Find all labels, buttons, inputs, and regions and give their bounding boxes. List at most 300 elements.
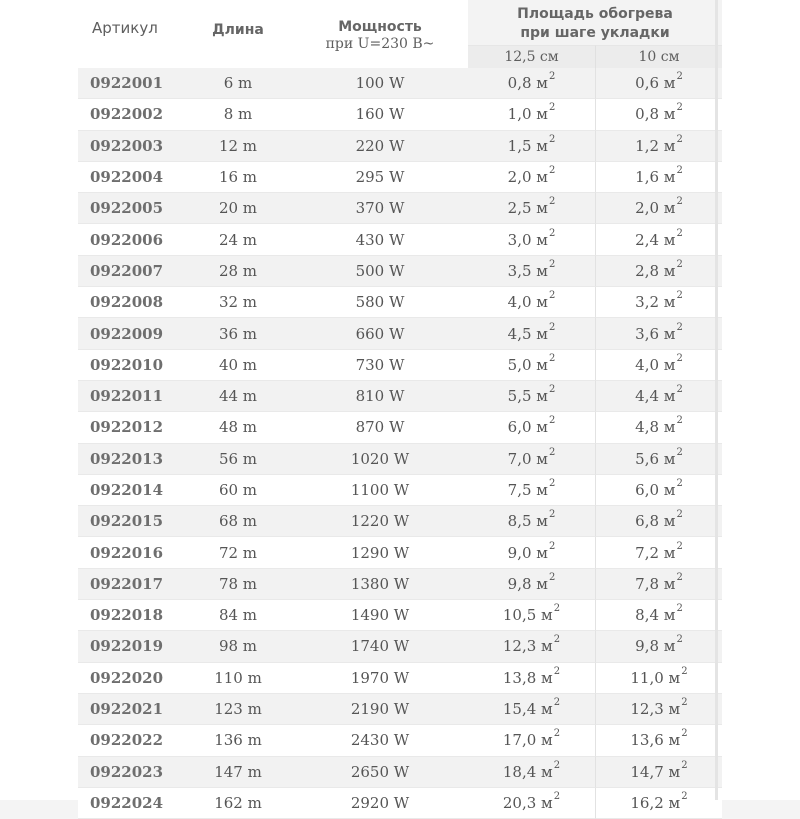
cell-area-12-5-value: 3,0 м <box>507 230 548 249</box>
cell-length-value: 16 m <box>218 168 258 187</box>
cell-area-10-value: 3,2 м <box>635 293 676 312</box>
cell-power-value: 1490 W <box>350 606 410 625</box>
cell-article-value: 0922022 <box>90 731 164 750</box>
cell-area-10 <box>596 287 722 318</box>
cell-article-value: 0922020 <box>90 668 164 687</box>
cell-article <box>78 537 184 568</box>
table-row <box>78 757 722 788</box>
cell-area-10-value: 7,8 м <box>635 574 676 593</box>
cell-length <box>184 256 292 287</box>
square-unit-superscript: 2 <box>548 227 556 239</box>
cell-area-12-5 <box>468 444 596 475</box>
cell-power-value: 2190 W <box>350 700 410 719</box>
cell-length <box>184 725 292 756</box>
cell-length <box>184 506 292 537</box>
cell-article <box>78 788 184 819</box>
cell-area-10-value: 16,2 м <box>630 793 681 812</box>
cell-length-value: 147 m <box>214 762 262 781</box>
cell-area-10 <box>596 381 722 412</box>
cell-article <box>78 444 184 475</box>
cell-power <box>292 600 468 631</box>
square-unit-superscript: 2 <box>676 540 683 552</box>
cell-article <box>78 381 184 412</box>
cell-area-10 <box>596 600 722 631</box>
cell-article <box>78 725 184 756</box>
cell-length-value: 8 m <box>223 105 253 124</box>
cell-area-12-5 <box>468 287 596 318</box>
cell-area-12-5-value: 10,5 м <box>502 606 553 625</box>
cell-area-10-value: 1,2 м <box>635 136 676 155</box>
cell-length <box>184 788 292 819</box>
cell-article-value: 0922023 <box>90 762 164 781</box>
table-row <box>78 131 722 162</box>
square-unit-superscript: 2 <box>548 102 556 114</box>
cell-area-10 <box>596 631 722 662</box>
header-length: Длина <box>184 0 292 68</box>
header-article: Артикул <box>78 0 184 68</box>
cell-power-value: 1970 W <box>350 668 410 687</box>
square-unit-superscript: 2 <box>548 71 556 83</box>
square-unit-superscript: 2 <box>676 384 683 396</box>
square-unit-superscript: 2 <box>676 446 683 458</box>
square-unit-superscript: 2 <box>681 728 688 740</box>
cell-length <box>184 318 292 349</box>
table-row <box>78 99 722 130</box>
cell-area-12-5-value: 18,4 м <box>502 762 553 781</box>
table-row <box>78 631 722 662</box>
square-unit-superscript: 2 <box>548 196 556 208</box>
cell-article-value: 0922007 <box>90 261 164 280</box>
cell-area-10 <box>596 569 722 600</box>
cell-area-10-value: 0,6 м <box>635 74 676 93</box>
cell-area-12-5-value: 1,5 м <box>507 136 548 155</box>
cell-article-value: 0922010 <box>90 355 164 374</box>
square-unit-superscript: 2 <box>548 165 556 177</box>
cell-article <box>78 318 184 349</box>
square-unit-superscript: 2 <box>548 478 556 489</box>
cell-length-value: 72 m <box>218 543 258 562</box>
square-unit-superscript: 2 <box>553 728 561 740</box>
cell-area-10 <box>596 412 722 443</box>
cell-article <box>78 569 184 600</box>
cell-article <box>78 68 184 99</box>
square-unit-superscript: 2 <box>548 571 556 583</box>
cell-power <box>292 256 468 287</box>
table-row <box>78 663 722 694</box>
cell-power-value: 295 W <box>355 168 405 187</box>
cell-article-value: 0922002 <box>90 105 164 124</box>
square-unit-superscript: 2 <box>676 509 683 521</box>
cell-area-10-value: 9,8 м <box>635 637 676 656</box>
cell-power <box>292 381 468 412</box>
table-row <box>78 788 722 819</box>
cell-area-12-5 <box>468 631 596 662</box>
cell-length-value: 24 m <box>218 230 258 249</box>
cell-area-10-value: 14,7 м <box>630 762 681 781</box>
square-unit-superscript: 2 <box>676 102 683 114</box>
square-unit-superscript: 2 <box>676 571 683 583</box>
cell-length <box>184 694 292 725</box>
cell-power-value: 430 W <box>355 230 405 249</box>
square-unit-superscript: 2 <box>553 759 561 771</box>
square-unit-superscript: 2 <box>553 634 561 646</box>
cell-article <box>78 757 184 788</box>
square-unit-superscript: 2 <box>676 603 683 615</box>
cell-article <box>78 287 184 318</box>
cell-area-10 <box>596 99 722 130</box>
square-unit-superscript: 2 <box>676 352 683 364</box>
cell-area-10-value: 4,4 м <box>635 387 676 406</box>
cell-length-value: 20 m <box>218 199 258 218</box>
cell-area-12-5-value: 9,0 м <box>507 543 548 562</box>
square-unit-superscript: 2 <box>548 133 556 145</box>
cell-article <box>78 256 184 287</box>
square-unit-superscript: 2 <box>676 290 683 302</box>
cell-power <box>292 694 468 725</box>
cell-power-value: 1020 W <box>350 449 410 468</box>
cell-length-value: 6 m <box>223 74 253 93</box>
cell-article-value: 0922015 <box>90 512 164 531</box>
header-step-10: 10 см <box>596 45 722 68</box>
cell-length <box>184 631 292 662</box>
cell-area-10 <box>596 537 722 568</box>
cell-area-12-5 <box>468 475 596 506</box>
cell-area-10 <box>596 694 722 725</box>
cell-area-10-value: 4,8 м <box>635 418 676 437</box>
cell-power <box>292 193 468 224</box>
cell-area-12-5 <box>468 318 596 349</box>
cell-area-10-value: 0,8 м <box>635 105 676 124</box>
cell-area-12-5 <box>468 663 596 694</box>
cell-article <box>78 694 184 725</box>
cell-article <box>78 412 184 443</box>
cell-length-value: 110 m <box>214 668 262 687</box>
cell-length <box>184 412 292 443</box>
square-unit-superscript: 2 <box>676 133 683 145</box>
cell-area-12-5 <box>468 224 596 255</box>
cell-length-value: 84 m <box>218 606 258 625</box>
table-row <box>78 444 722 475</box>
cell-article <box>78 600 184 631</box>
cell-power <box>292 162 468 193</box>
cell-article-value: 0922004 <box>90 168 164 187</box>
table-row <box>78 506 722 537</box>
cell-area-10-value: 7,2 м <box>635 543 676 562</box>
table-row <box>78 318 722 349</box>
cell-length <box>184 224 292 255</box>
cell-area-12-5-value: 5,0 м <box>507 355 548 374</box>
cell-length-value: 78 m <box>218 574 258 593</box>
table-row <box>78 537 722 568</box>
cell-length-value: 40 m <box>218 355 258 374</box>
square-unit-superscript: 2 <box>676 321 683 333</box>
cell-area-12-5 <box>468 193 596 224</box>
cell-article-value: 0922012 <box>90 418 164 437</box>
cell-power-value: 810 W <box>355 387 405 406</box>
cell-area-12-5 <box>468 131 596 162</box>
cell-length-value: 48 m <box>218 418 258 437</box>
cell-area-10-value: 12,3 м <box>630 700 681 719</box>
cell-article <box>78 131 184 162</box>
cell-power <box>292 444 468 475</box>
square-unit-superscript: 2 <box>553 790 561 802</box>
square-unit-superscript: 2 <box>548 415 556 427</box>
header-area-title: Площадь обогрева <box>517 6 673 22</box>
cell-article-value: 0922013 <box>90 449 164 468</box>
table-row <box>78 256 722 287</box>
cell-article <box>78 162 184 193</box>
cell-article-value: 0922016 <box>90 543 164 562</box>
cell-area-12-5-value: 2,0 м <box>507 168 548 187</box>
square-unit-superscript: 2 <box>676 258 683 270</box>
cell-area-10 <box>596 444 722 475</box>
cell-power <box>292 99 468 130</box>
cell-area-12-5 <box>468 68 596 99</box>
cell-area-12-5-value: 15,4 м <box>502 700 553 719</box>
table-row <box>78 287 722 318</box>
cell-length-value: 12 m <box>218 136 258 155</box>
cell-power <box>292 318 468 349</box>
header-power <box>292 0 468 68</box>
cell-power <box>292 350 468 381</box>
cell-power-value: 1220 W <box>350 512 410 531</box>
cell-length-value: 123 m <box>214 700 262 719</box>
cell-length-value: 60 m <box>218 481 258 499</box>
cell-power <box>292 506 468 537</box>
cell-area-10 <box>596 663 722 694</box>
cell-length-value: 36 m <box>218 324 258 343</box>
square-unit-superscript: 2 <box>548 290 556 302</box>
cell-length <box>184 99 292 130</box>
cell-article <box>78 350 184 381</box>
cell-length <box>184 600 292 631</box>
table-row <box>78 412 722 443</box>
cell-article-value: 0922014 <box>90 481 164 499</box>
header-power-title: Мощность <box>338 19 422 35</box>
cell-power <box>292 68 468 99</box>
cell-area-12-5-value: 2,5 м <box>507 199 548 218</box>
square-unit-superscript: 2 <box>553 665 561 677</box>
cell-power-value: 730 W <box>355 355 405 374</box>
square-unit-superscript: 2 <box>548 446 556 458</box>
cell-power <box>292 631 468 662</box>
cell-article-value: 0922024 <box>90 793 164 812</box>
cell-area-10 <box>596 131 722 162</box>
cell-area-12-5-value: 5,5 м <box>507 387 548 406</box>
cell-article-value: 0922017 <box>90 574 164 593</box>
cell-area-12-5 <box>468 537 596 568</box>
cell-area-10-value: 11,0 м <box>630 668 681 687</box>
cell-power <box>292 131 468 162</box>
cell-area-10 <box>596 725 722 756</box>
cell-area-12-5-value: 17,0 м <box>502 731 553 750</box>
cell-area-10 <box>596 318 722 349</box>
table-row <box>78 475 722 506</box>
cell-article-value: 0922005 <box>90 199 164 218</box>
cell-area-10 <box>596 757 722 788</box>
table-row <box>78 381 722 412</box>
cell-article <box>78 663 184 694</box>
square-unit-superscript: 2 <box>548 352 556 364</box>
square-unit-superscript: 2 <box>548 321 556 333</box>
cell-area-12-5 <box>468 256 596 287</box>
square-unit-superscript: 2 <box>676 478 683 489</box>
cell-article-value: 0922001 <box>90 74 164 93</box>
cell-article <box>78 193 184 224</box>
cell-power <box>292 663 468 694</box>
cell-article <box>78 224 184 255</box>
square-unit-superscript: 2 <box>676 165 683 177</box>
cell-power-value: 2430 W <box>350 731 410 750</box>
cell-area-10-value: 2,0 м <box>635 199 676 218</box>
square-unit-superscript: 2 <box>676 415 683 427</box>
cell-area-12-5-value: 0,8 м <box>507 74 548 93</box>
cell-area-10 <box>596 162 722 193</box>
cell-length-value: 98 m <box>218 637 258 656</box>
header-power-voltage: при U=230 В~ <box>325 36 435 52</box>
cell-length <box>184 162 292 193</box>
square-unit-superscript: 2 <box>676 227 683 239</box>
table-row <box>78 68 722 99</box>
cell-power-value: 660 W <box>355 324 405 343</box>
cell-area-12-5 <box>468 694 596 725</box>
cell-area-12-5 <box>468 757 596 788</box>
cell-length <box>184 444 292 475</box>
cell-power <box>292 475 468 506</box>
cell-area-10-value: 2,4 м <box>635 230 676 249</box>
cell-length <box>184 193 292 224</box>
cell-area-10 <box>596 475 722 506</box>
cell-area-12-5 <box>468 350 596 381</box>
square-unit-superscript: 2 <box>681 759 688 771</box>
cell-area-10-value: 6,8 м <box>635 512 676 531</box>
square-unit-superscript: 2 <box>676 196 683 208</box>
cell-length <box>184 757 292 788</box>
cell-area-10 <box>596 788 722 819</box>
cell-power-value: 1290 W <box>350 543 410 562</box>
cell-area-12-5 <box>468 162 596 193</box>
table-row <box>78 600 722 631</box>
square-unit-superscript: 2 <box>548 384 556 396</box>
cell-power-value: 2650 W <box>350 762 410 781</box>
cell-power-value: 2920 W <box>350 793 410 812</box>
square-unit-superscript: 2 <box>681 697 688 709</box>
cell-length <box>184 287 292 318</box>
cell-length <box>184 537 292 568</box>
cell-area-12-5-value: 6,0 м <box>507 418 548 437</box>
table-row <box>78 162 722 193</box>
square-unit-superscript: 2 <box>681 665 688 677</box>
cell-length-value: 68 m <box>218 512 258 531</box>
table-header <box>78 0 722 68</box>
cell-length-value: 136 m <box>214 731 262 750</box>
cell-power <box>292 569 468 600</box>
cell-length <box>184 475 292 506</box>
cell-area-12-5 <box>468 788 596 819</box>
cell-power <box>292 788 468 819</box>
cell-power <box>292 224 468 255</box>
cell-article-value: 0922006 <box>90 230 164 249</box>
cell-area-10-value: 3,6 м <box>635 324 676 343</box>
cell-length <box>184 68 292 99</box>
cell-power-value: 500 W <box>355 261 405 280</box>
cell-article-value: 0922019 <box>90 637 164 656</box>
cell-area-10-value: 6,0 м <box>635 481 676 499</box>
table-row <box>78 569 722 600</box>
cell-area-10-value: 5,6 м <box>635 449 676 468</box>
cell-area-12-5-value: 12,3 м <box>502 637 553 656</box>
square-unit-superscript: 2 <box>553 603 561 615</box>
cell-length-value: 162 m <box>214 793 262 812</box>
cell-length <box>184 663 292 694</box>
cell-article <box>78 99 184 130</box>
cell-power-value: 870 W <box>355 418 405 437</box>
cell-power-value: 370 W <box>355 199 405 218</box>
cell-power <box>292 412 468 443</box>
cell-article-value: 0922008 <box>90 293 164 312</box>
cell-article <box>78 506 184 537</box>
cell-length-value: 44 m <box>218 387 258 406</box>
cell-area-10 <box>596 350 722 381</box>
square-unit-superscript: 2 <box>676 71 683 83</box>
cell-article-value: 0922009 <box>90 324 164 343</box>
cell-area-10-value: 13,6 м <box>630 731 681 750</box>
square-unit-superscript: 2 <box>553 697 561 709</box>
cell-article-value: 0922003 <box>90 136 164 155</box>
cell-area-12-5-value: 7,5 м <box>507 481 548 499</box>
cell-area-12-5 <box>468 569 596 600</box>
cell-power <box>292 537 468 568</box>
cell-length-value: 32 m <box>218 293 258 312</box>
cell-power-value: 1380 W <box>350 574 410 593</box>
cell-length <box>184 131 292 162</box>
cell-area-12-5-value: 8,5 м <box>507 512 548 531</box>
cell-area-10-value: 1,6 м <box>635 168 676 187</box>
cell-power <box>292 287 468 318</box>
square-unit-superscript: 2 <box>548 540 556 552</box>
cell-area-10-value: 2,8 м <box>635 261 676 280</box>
cell-article-value: 0922021 <box>90 700 164 719</box>
square-unit-superscript: 2 <box>681 790 688 802</box>
table-body <box>78 68 722 819</box>
heating-cable-spec-table <box>78 0 722 819</box>
cell-area-10 <box>596 68 722 99</box>
header-area-subtitle: при шаге укладки <box>520 25 670 41</box>
cell-area-10 <box>596 193 722 224</box>
right-edge-divider <box>715 0 718 800</box>
cell-area-12-5 <box>468 506 596 537</box>
table-row <box>78 224 722 255</box>
cell-area-12-5-value: 9,8 м <box>507 574 548 593</box>
cell-length <box>184 569 292 600</box>
cell-power-value: 220 W <box>355 136 405 155</box>
header-heating-area <box>468 0 722 45</box>
cell-article <box>78 631 184 662</box>
table-row <box>78 350 722 381</box>
cell-power <box>292 725 468 756</box>
cell-length-value: 56 m <box>218 449 258 468</box>
cell-area-12-5-value: 3,5 м <box>507 261 548 280</box>
cell-power-value: 1100 W <box>350 481 410 499</box>
cell-area-12-5 <box>468 725 596 756</box>
cell-area-12-5 <box>468 600 596 631</box>
cell-power-value: 1740 W <box>350 637 410 656</box>
cell-power <box>292 757 468 788</box>
cell-length <box>184 381 292 412</box>
cell-article-value: 0922011 <box>90 387 164 406</box>
cell-area-12-5-value: 20,3 м <box>502 793 553 812</box>
cell-length <box>184 350 292 381</box>
